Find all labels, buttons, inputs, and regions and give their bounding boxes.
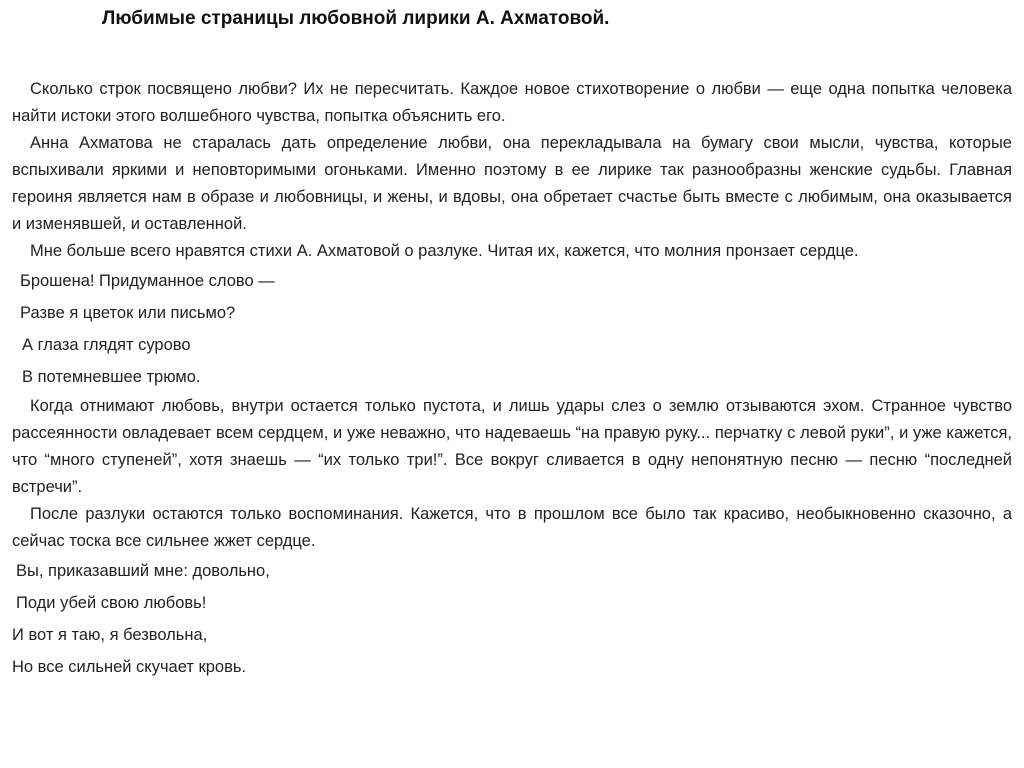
paragraph-2: Анна Ахматова не старалась дать определение любви, она перекладывала на бумагу свои мысли, чувства, которые вспыхивали яркими и неповторимыми огоньками. Именно поэтому в ее лирике так разнообразны женские судьбы. Главная героиня является нам в образе и любовницы, и жены, и вдовы, она обретает счастье быть вместе с любимым, она оказывается и изменявшей, и оставленной. (12, 134, 1012, 233)
poem-1-line-4: В потемневшее трюмо. (22, 368, 201, 386)
poem-2-line-2: Поди убей свою любовь! (16, 594, 207, 612)
paragraph-4: Когда отнимают любовь, внутри остается только пустота, и лишь удары слез о землю отзываются эхом. Странное чувство рассеянности овладевает всем сердцем, и уже неважно, что надеваешь “на правую руку... перчатку с левой руки”, и уже кажется, что “много ступеней”, хотя знаешь — “их только три!”. Все вокруг сливается в одну непонятную песню — песню “последней встречи”. (12, 397, 1012, 496)
paragraph-1: Сколько строк посвящено любви? Их не пересчитать. Каждое новое стихотворение о любви — еще одна попытка человека найти истоки этого волшебного чувства, попытка объяснить его. (12, 80, 1012, 125)
paragraph-3: Мне больше всего нравятся стихи А. Ахматовой о разлуке. Читая их, кажется, что молния пронзает сердце. (30, 242, 859, 260)
poem-1-line-3: А глаза глядят сурово (22, 336, 191, 354)
document-title: Любимые страницы любовной лирики А. Ахматовой. (102, 8, 610, 29)
poem-2-line-4: Но все сильней скучает кровь. (12, 658, 247, 676)
poem-2-line-1: Вы, приказавший мне: довольно, (16, 562, 270, 580)
poem-1-line-2: Разве я цветок или письмо? (20, 304, 236, 322)
poem-1-line-1: Брошена! Придуманное слово — (20, 272, 275, 290)
paragraph-5: После разлуки остаются только воспоминания. Кажется, что в прошлом все было так красиво, необыкновенно сказочно, а сейчас тоска все сильнее жжет сердце. (12, 505, 1012, 550)
poem-1 (12, 265, 1012, 393)
document-body (12, 76, 1012, 683)
poem-2-line-3: И вот я таю, я безвольна, (12, 626, 208, 644)
poem-2 (12, 555, 1012, 683)
